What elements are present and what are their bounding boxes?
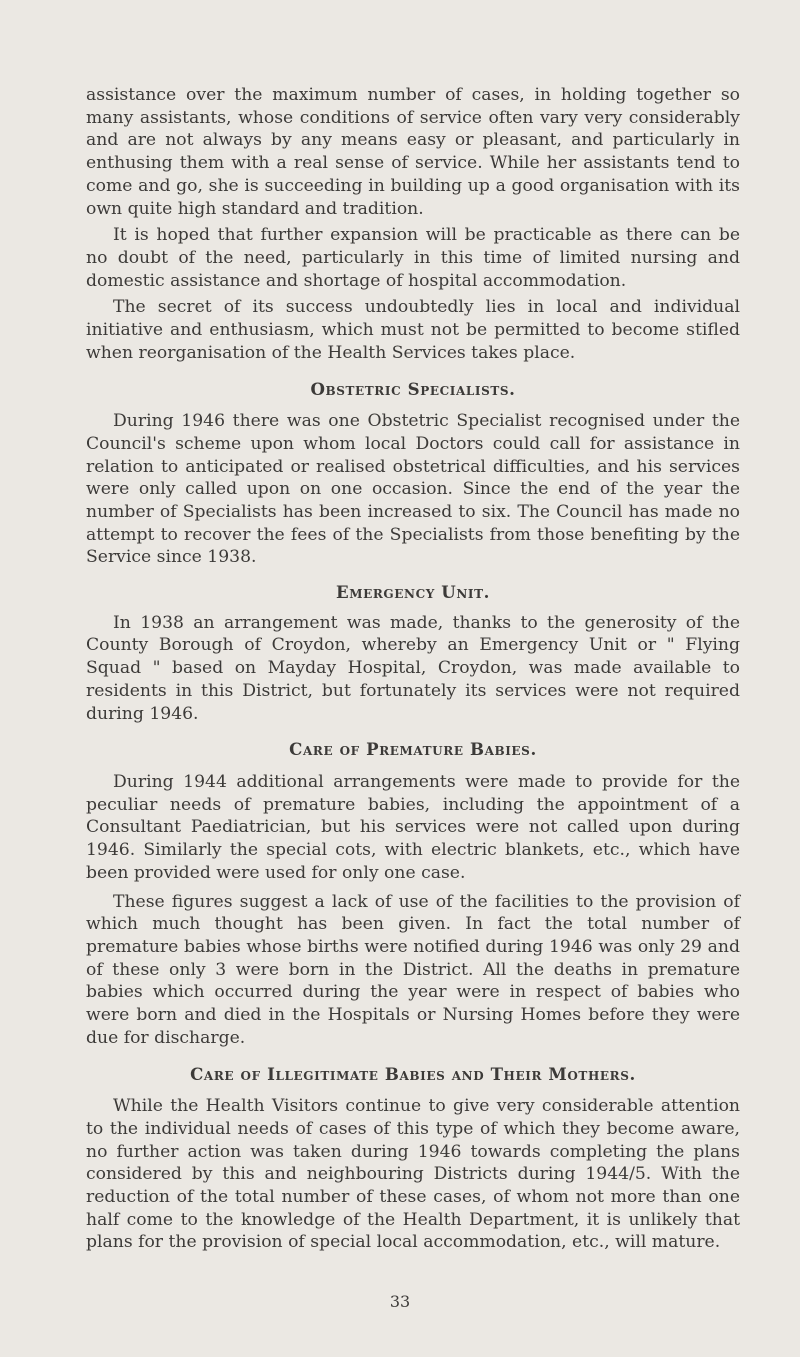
heading-illegitimate-babies: Care of Illegitimate Babies and Their Mothers. <box>190 1064 636 1085</box>
heading-premature-babies: Care of Premature Babies. <box>289 739 537 760</box>
paragraph-premature-figures: These figures suggest a lack of use of the facilities to the provision of which much thought has been given. In fact the total number of premature babies whose births were notified during 1946 was only 29 and of these only 3 were born in the District. All the deaths in premature babies which occurred during the year were in respect of babies who were born and died in the Hospitals or Nursing Homes before they were due for discharge. <box>86 891 740 1048</box>
document-page <box>86 84 740 1254</box>
page-number: 33 <box>389 1292 411 1311</box>
paragraph-emergency-unit: In 1938 an arrangement was made, thanks to the generosity of the County Borough of Croydon, whereby an Emergency Unit or " Flying Squad " based on Mayday Hospital, Croydon, was made available to residents in this District, but fortunately its services were not required during 1946. <box>86 612 740 724</box>
paragraph-illegitimate-babies: While the Health Visitors continue to give very considerable attention to the individual needs of cases of this type of which they become aware, no further action was taken during 1946 towards completing the plans considered by this and neighbouring Districts during 1944/5. With the reduction of the total number of these cases, of whom not more than one half come to the knowledge of the Health Department, it is unlikely that plans for the provision of special local accommodation, etc., will mature. <box>86 1096 740 1253</box>
heading-obstetric-specialists: Obstetric Specialists. <box>310 379 516 400</box>
paragraph-secret-of-success: The secret of its success undoubtedly lies in local and individual initiative and enthusiasm, which must not be permitted to become stifled when reorganisation of the Health Services takes place. <box>86 297 740 363</box>
paragraph-expansion: It is hoped that further expansion will be practicable as there can be no doubt of the need, particularly in this time of limited nursing and domestic assistance and shortage of hospital accommodation. <box>86 225 740 291</box>
heading-emergency-unit: Emergency Unit. <box>335 582 491 603</box>
paragraph-assistants: assistance over the maximum number of cases, in holding together so many assistants, whose conditions of service often vary very considerably and are not always by any means easy or pleasant, and particularly in enthusing them with a real sense of service. While her assistants tend to come and go, she is succeeding in building up a good organisation with its own quite high standard and tradition. <box>86 85 740 219</box>
paragraph-premature-arrangements: During 1944 additional arrangements were made to provide for the peculiar needs of premature babies, including the appointment of a Consultant Paediatrician, but his services were not called upon during 1946. Similarly the special cots, with electric blankets, etc., which have been provided were used for only one case. <box>86 771 740 883</box>
paragraph-obstetric-specialists: During 1946 there was one Obstetric Specialist recognised under the Council's scheme upon whom local Doctors could call for assistance in relation to anticipated or realised obstetrical difficulties, and his services were only called upon on one occasion. Since the end of the year the number of Specialists has been increased to six. The Council has made no attempt to recover the fees of the Specialists from those benefiting by the Service since 1938. <box>86 411 740 568</box>
